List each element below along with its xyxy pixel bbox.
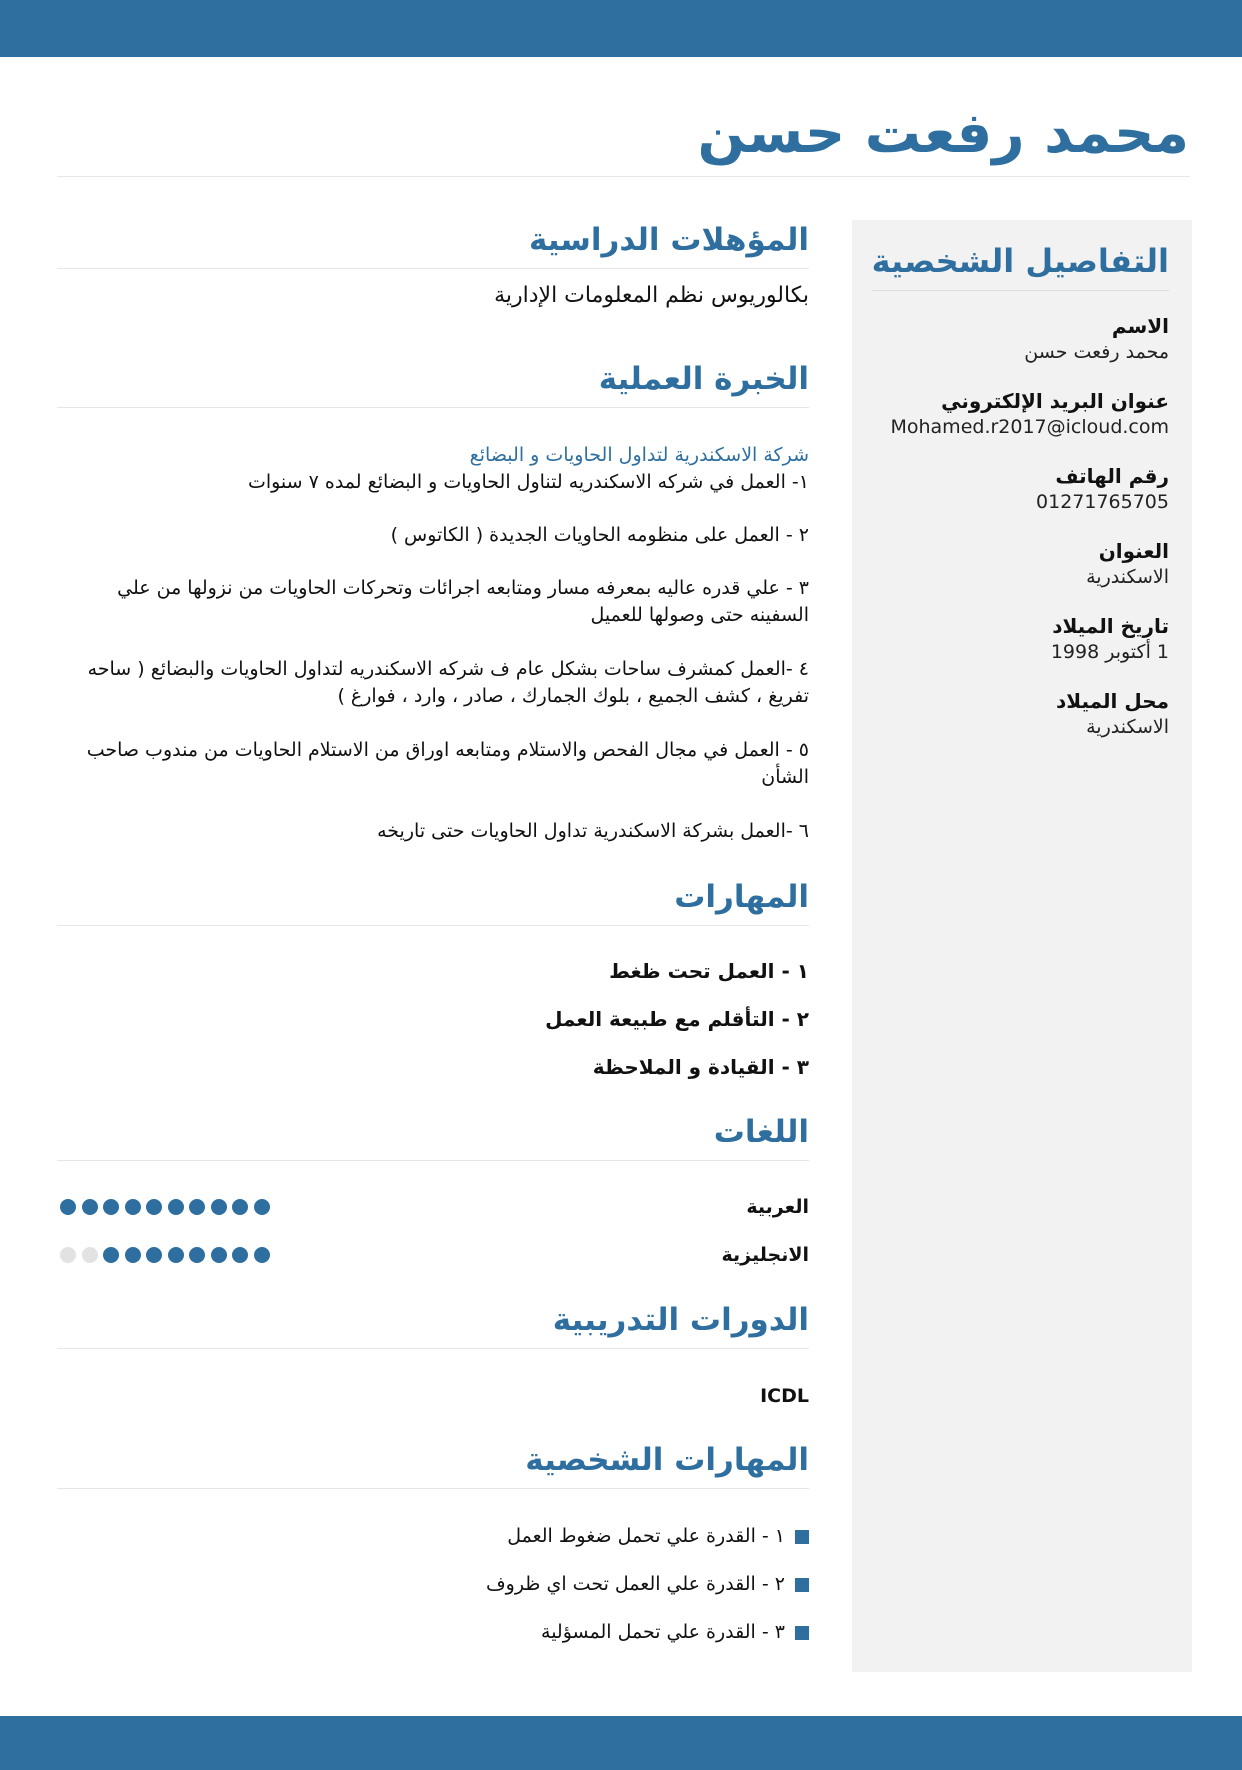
experience-item: ٢ - العمل على منظومه الحاويات الجديدة ( الكاتوس ) — [390, 524, 809, 546]
experience-item: ١- العمل في شركه الاسكندريه لتناول الحاويات و البضائع لمده ٧ سنوات — [247, 471, 809, 493]
level-dot-filled — [232, 1247, 248, 1263]
applicant-name: محمد رفعت حسن — [697, 101, 1189, 166]
field-value: محمد رفعت حسن — [1024, 341, 1169, 363]
field-value: 01271765705 — [1036, 491, 1169, 513]
header-divider — [57, 176, 1190, 177]
personal-skills-divider — [57, 1488, 809, 1489]
level-dot-filled — [168, 1247, 184, 1263]
level-dot-filled — [103, 1247, 119, 1263]
languages-divider — [57, 1160, 809, 1161]
skills-title: المهارات — [674, 879, 809, 915]
level-dot-filled — [103, 1199, 119, 1215]
square-bullet-icon — [795, 1530, 809, 1544]
field-value: الاسكندرية — [1086, 566, 1169, 588]
level-dot-empty — [60, 1247, 76, 1263]
experience-item: ٣ - علي قدره عاليه بمعرفه مسار ومتابعه اجرائات وتحركات الحاويات من نزولها من علي السفينه حتى وصولها للعميل — [117, 577, 809, 626]
level-dot-filled — [211, 1199, 227, 1215]
personal-details-title: التفاصيل الشخصية — [871, 242, 1169, 280]
level-dot-filled — [189, 1247, 205, 1263]
sidebar-divider — [872, 290, 1169, 291]
field-address — [869, 538, 1169, 590]
education-title: المؤهلات الدراسية — [528, 222, 809, 258]
level-dot-filled — [189, 1199, 205, 1215]
personal-skill-item — [57, 1618, 809, 1646]
experience-item: ٦ -العمل بشركة الاسكندرية تداول الحاويات حتى تاريخه — [377, 820, 809, 842]
language-level-dots — [60, 1247, 270, 1263]
personal-skill-item — [57, 1570, 809, 1598]
skill-item: ٣ - القيادة و الملاحظة — [592, 1055, 809, 1079]
field-label: عنوان البريد الإلكتروني — [941, 389, 1169, 413]
experience-company: شركة الاسكندرية لتداول الحاويات و البضائع — [469, 444, 809, 466]
personal-skill-item — [57, 1522, 809, 1550]
field-birth-date — [869, 613, 1169, 665]
experience-divider — [57, 407, 809, 408]
field-email — [869, 388, 1169, 440]
personal-skills-title: المهارات الشخصية — [525, 1442, 809, 1478]
personal-details-sidebar — [852, 220, 1192, 1672]
personal-skill-text: ٣ - القدرة علي تحمل المسؤلية — [541, 1621, 785, 1643]
languages-title: اللغات — [713, 1114, 809, 1150]
field-label: الاسم — [1111, 314, 1169, 338]
field-label: العنوان — [1098, 539, 1169, 563]
field-label: محل الميلاد — [1056, 689, 1169, 713]
level-dot-filled — [232, 1199, 248, 1215]
language-level-dots — [60, 1199, 270, 1215]
level-dot-filled — [60, 1199, 76, 1215]
level-dot-filled — [125, 1247, 141, 1263]
square-bullet-icon — [795, 1578, 809, 1592]
experience-item: ٤ -العمل كمشرف ساحات بشكل عام ف شركه الاسكندريه لتداول الحاويات والبضائع ( ساحه تفريغ ، كشف الجميع ، بلوك الجمارك ، صادر ، وارد ، فوارغ ) — [87, 658, 809, 707]
level-dot-filled — [211, 1247, 227, 1263]
field-value: Mohamed.r2017@icloud.com — [890, 416, 1169, 438]
language-name: الانجليزية — [721, 1244, 809, 1266]
top-bar — [0, 0, 1242, 57]
courses-divider — [57, 1348, 809, 1349]
education-item: بكالوريوس نظم المعلومات الإدارية — [494, 283, 809, 308]
field-label: رقم الهاتف — [1055, 464, 1169, 488]
personal-skill-text: ٢ - القدرة علي العمل تحت اي ظروف — [485, 1573, 785, 1595]
level-dot-filled — [146, 1247, 162, 1263]
skills-divider — [57, 925, 809, 926]
field-birth-place — [869, 688, 1169, 740]
experience-item: ٥ - العمل في مجال الفحص والاستلام ومتابعه اوراق من الاستلام الحاويات من مندوب صاحب الشأن — [86, 739, 809, 788]
field-value: 1 أكتوبر 1998 — [1050, 641, 1169, 663]
level-dot-filled — [146, 1199, 162, 1215]
field-value: الاسكندرية — [1086, 716, 1169, 738]
level-dot-filled — [168, 1199, 184, 1215]
field-name — [869, 313, 1169, 365]
square-bullet-icon — [795, 1626, 809, 1640]
skill-item: ٢ - التأقلم مع طبيعة العمل — [545, 1007, 809, 1031]
level-dot-empty — [82, 1247, 98, 1263]
level-dot-filled — [254, 1199, 270, 1215]
courses-title: الدورات التدريبية — [552, 1302, 809, 1338]
level-dot-filled — [82, 1199, 98, 1215]
education-divider — [57, 268, 809, 269]
skill-item: ١ - العمل تحت ظغط — [609, 959, 809, 983]
field-phone — [869, 463, 1169, 515]
bottom-bar — [0, 1716, 1242, 1770]
level-dot-filled — [125, 1199, 141, 1215]
course-item: ICDL — [760, 1385, 809, 1407]
personal-skill-text: ١ - القدرة علي تحمل ضغوط العمل — [507, 1525, 785, 1547]
experience-title: الخبرة العملية — [598, 361, 809, 397]
language-name: العربية — [746, 1196, 809, 1218]
level-dot-filled — [254, 1247, 270, 1263]
field-label: تاريخ الميلاد — [1052, 614, 1169, 638]
